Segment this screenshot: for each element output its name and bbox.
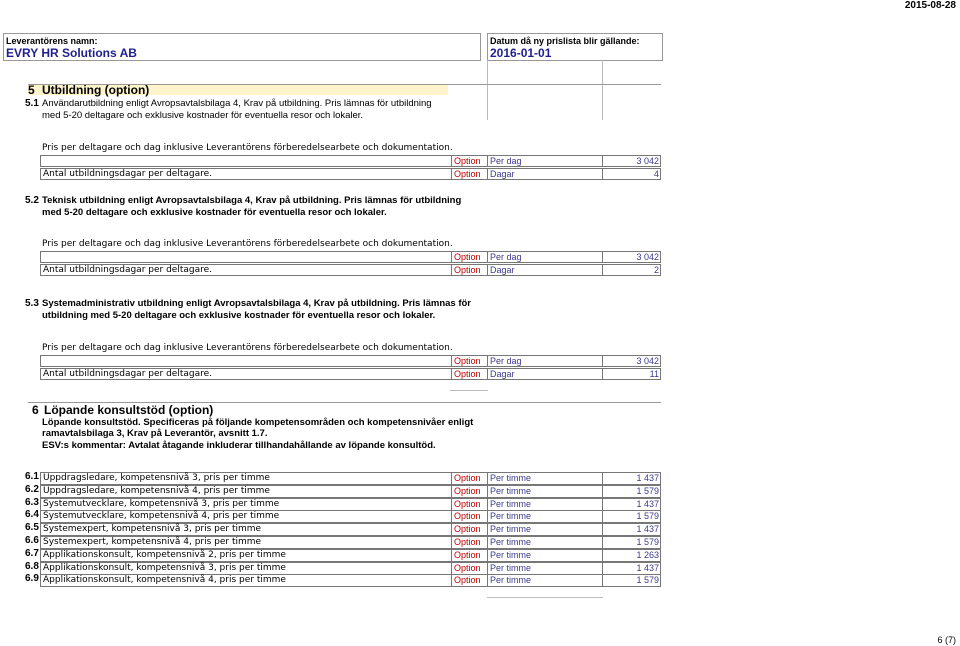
table-row — [40, 549, 661, 562]
row-number: 6.9 — [25, 573, 39, 585]
rate-value[interactable]: 1 579 — [636, 575, 659, 586]
rate-value[interactable]: 1 579 — [636, 511, 659, 522]
row-label: Uppdragsledare, kompetensnivå 3, pris per timme — [43, 473, 270, 483]
rate-value[interactable]: 1 437 — [636, 473, 659, 483]
section-5-title: Utbildning (option) — [42, 83, 150, 97]
option-cell: Option — [454, 356, 481, 366]
unit-cell[interactable]: Per timme — [490, 473, 532, 483]
option-cell: Option — [454, 562, 481, 573]
section-6-title: Löpande konsultstöd (option) — [44, 403, 214, 417]
rate-value[interactable]: 1 437 — [636, 562, 659, 573]
unit-cell[interactable]: Per timme — [490, 575, 532, 586]
divider — [487, 597, 603, 598]
days-value[interactable]: 2 — [653, 265, 659, 275]
row-number: 6.5 — [25, 522, 39, 534]
table-row — [40, 536, 661, 549]
date-value: 2016-01-01 — [490, 46, 552, 60]
table-row — [40, 472, 661, 485]
unit-cell[interactable]: Dagar — [490, 265, 515, 275]
unit-cell[interactable]: Per timme — [490, 498, 532, 509]
table-row — [40, 523, 661, 536]
option-cell: Option — [454, 156, 481, 166]
option-cell: Option — [454, 511, 481, 522]
item-number: 5.2 — [25, 195, 39, 206]
days-row — [40, 168, 661, 180]
row-number: 6.4 — [25, 509, 39, 521]
row-label: Uppdragsledare, kompetensnivå 4, pris per timme — [43, 485, 270, 496]
option-cell: Option — [454, 524, 481, 535]
row-number: 6.7 — [25, 547, 39, 559]
divider — [450, 390, 488, 391]
option-cell: Option — [454, 485, 481, 496]
table-row — [40, 562, 661, 575]
unit-cell[interactable]: Dagar — [490, 169, 515, 179]
price-label: Pris per deltagare och dag inklusive Leverantörens förberedelsearbete och dokumentation. — [42, 143, 453, 153]
unit-cell[interactable]: Per timme — [490, 537, 532, 547]
option-cell: Option — [454, 537, 481, 547]
row-number: 6.6 — [25, 535, 39, 546]
item-description: med 5-20 deltagare och exklusive kostnader för eventuella resor och lokaler. — [42, 207, 387, 218]
unit-cell[interactable]: Per dag — [490, 156, 522, 166]
table-row — [40, 485, 661, 498]
price-row — [40, 355, 661, 367]
table-row — [40, 574, 661, 587]
days-row — [40, 264, 661, 276]
days-row — [40, 368, 661, 380]
days-label: Antal utbildningsdagar per deltagare. — [43, 169, 212, 179]
rate-value[interactable]: 1 437 — [636, 524, 659, 535]
row-number: 6.3 — [25, 496, 39, 508]
unit-cell[interactable]: Per timme — [490, 549, 532, 560]
days-label: Antal utbildningsdagar per deltagare. — [43, 265, 212, 275]
table-row — [40, 510, 661, 523]
row-number: 6.2 — [25, 483, 39, 495]
row-label: Systemutvecklare, kompetensnivå 3, pris per timme — [43, 498, 280, 509]
supplier-box — [3, 33, 481, 61]
price-value[interactable]: 3 042 — [636, 252, 659, 262]
days-value[interactable]: 4 — [653, 169, 659, 179]
section-description: ESV:s kommentar: Avtalat åtagande inkluderar tillhandahållande av löpande konsultöd. — [42, 440, 436, 451]
unit-cell[interactable]: Per dag — [490, 356, 522, 366]
option-cell: Option — [454, 575, 481, 586]
date-box — [487, 33, 663, 61]
row-number: 6.1 — [25, 471, 39, 482]
date-label: Datum då ny prislista blir gällande: — [490, 36, 640, 46]
price-label: Pris per deltagare och dag inklusive Leverantörens förberedelsearbete och dokumentation. — [42, 343, 453, 353]
table-row — [40, 498, 661, 511]
unit-cell[interactable]: Per timme — [490, 511, 532, 522]
rate-value[interactable]: 1 579 — [636, 537, 659, 547]
row-label: Systemutvecklare, kompetensnivå 4, pris per timme — [43, 511, 280, 522]
option-cell: Option — [454, 498, 481, 509]
price-value[interactable]: 3 042 — [636, 356, 659, 366]
item-description: Teknisk utbildning enligt Avropsavtalsbilaga 4, Krav på utbildning. Pris lämnas för utbildning — [42, 195, 462, 206]
row-label: Applikationskonsult, kompetensnivå 4, pris per timme — [43, 575, 286, 586]
rate-value[interactable]: 1 437 — [636, 498, 659, 509]
option-cell: Option — [454, 252, 481, 262]
row-label: Applikationskonsult, kompetensnivå 2, pris per timme — [43, 549, 286, 560]
page-number: 6 (7) — [937, 635, 956, 645]
option-cell: Option — [454, 473, 481, 483]
unit-cell[interactable]: Dagar — [490, 369, 515, 379]
option-cell: Option — [454, 369, 481, 379]
grid-line — [602, 60, 603, 120]
days-value[interactable]: 11 — [649, 369, 659, 379]
row-label: Systemexpert, kompetensnivå 4, pris per timme — [43, 537, 262, 547]
rate-value[interactable]: 1 263 — [636, 549, 659, 560]
price-row — [40, 155, 661, 167]
price-value[interactable]: 3 042 — [636, 156, 659, 166]
supplier-value: EVRY HR Solutions AB — [6, 46, 137, 60]
unit-cell[interactable]: Per timme — [490, 485, 532, 496]
rate-value[interactable]: 1 579 — [636, 485, 659, 496]
document-date: 2015-08-28 — [904, 0, 956, 11]
section-6-number: 6 — [32, 403, 39, 417]
row-label: Applikationskonsult, kompetensnivå 3, pris per timme — [43, 562, 286, 573]
item-description: med 5-20 deltagare och exklusive kostnader för eventuella resor och lokaler. — [42, 110, 364, 121]
section-5-number: 5 — [28, 83, 35, 97]
days-label: Antal utbildningsdagar per deltagare. — [43, 369, 212, 379]
option-cell: Option — [454, 169, 481, 179]
section-description: Löpande konsultstöd. Specificeras på följande kompetensområden och kompetensnivåer enligt — [42, 417, 474, 428]
unit-cell[interactable]: Per timme — [490, 524, 532, 535]
section-description: ramavtalsbilaga 3, Krav på Leverantör, avsnitt 1.7. — [42, 428, 268, 439]
item-description: Användarutbildning enligt Avropsavtalsbilaga 4, Krav på utbildning. Pris lämnas för utbildning — [42, 98, 432, 109]
item-number: 5.1 — [25, 98, 39, 109]
supplier-label: Leverantörens namn: — [6, 36, 98, 46]
item-number: 5.3 — [25, 298, 39, 309]
unit-cell[interactable]: Per dag — [490, 252, 522, 262]
item-description: utbildning med 5-20 deltagare och exklusive kostnader för eventuella resor och lokaler. — [42, 310, 436, 321]
grid-line — [487, 60, 488, 120]
row-number: 6.8 — [25, 560, 39, 572]
option-cell: Option — [454, 549, 481, 560]
price-label: Pris per deltagare och dag inklusive Leverantörens förberedelsearbete och dokumentation. — [42, 239, 453, 249]
option-cell: Option — [454, 265, 481, 275]
unit-cell[interactable]: Per timme — [490, 562, 532, 573]
item-description: Systemadministrativ utbildning enligt Avropsavtalsbilaga 4, Krav på utbildning. Pris lämnas för — [42, 298, 471, 309]
price-row — [40, 251, 661, 263]
row-label: Systemexpert, kompetensnivå 3, pris per timme — [43, 524, 262, 535]
